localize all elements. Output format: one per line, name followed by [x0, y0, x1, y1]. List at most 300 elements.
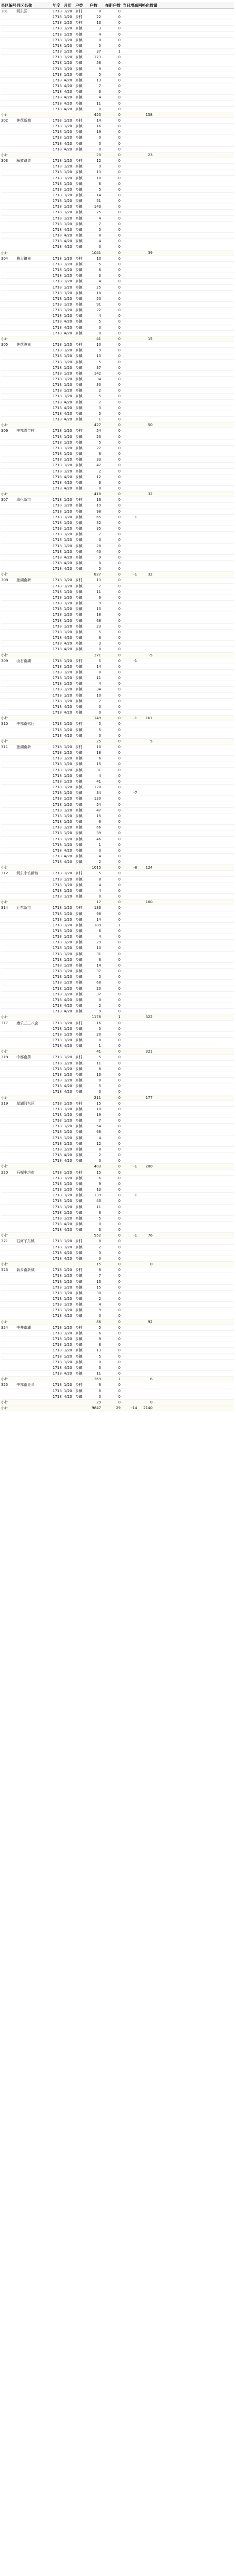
- type-cell: 乡镇: [75, 107, 82, 111]
- type-cell: 乡村: [75, 9, 82, 13]
- table-row: [1, 831, 234, 836]
- year-cell: 1718: [53, 687, 62, 692]
- registered-cell: 0: [118, 515, 121, 519]
- registered-cell: 0: [118, 124, 121, 129]
- year-cell: 1718: [53, 164, 62, 169]
- registered-cell: 0: [118, 434, 121, 439]
- month-cell: 1/20: [64, 682, 72, 686]
- type-cell: 乡镇: [75, 682, 82, 686]
- total-change: -14: [131, 1405, 137, 1410]
- registered-cell: 0: [118, 820, 121, 824]
- header-cell: 在册户数: [105, 3, 121, 8]
- type-cell: 乡镇: [75, 727, 82, 732]
- table-row: [1, 1250, 234, 1256]
- type-cell: 乡镇: [75, 1256, 82, 1261]
- households-cell: 189: [94, 923, 101, 927]
- type-cell: 乡镇: [75, 802, 82, 807]
- subtotal-grid: 322: [145, 1015, 153, 1020]
- table-row: [1, 1342, 234, 1348]
- households-cell: 8: [98, 452, 101, 456]
- subtotal-households: 269: [94, 1377, 101, 1382]
- households-cell: 11: [96, 676, 101, 681]
- table-row: [1, 469, 234, 474]
- year-cell: 1718: [53, 187, 62, 192]
- type-cell: 乡镇: [75, 636, 82, 640]
- month-cell: 1/20: [64, 38, 72, 42]
- households-cell: 25: [96, 285, 101, 290]
- district-code: 325: [1, 1383, 8, 1387]
- households-cell: 25: [96, 210, 101, 215]
- type-cell: 乡镇: [75, 733, 82, 738]
- type-cell: 乡镇: [75, 589, 82, 594]
- month-cell: 1/20: [64, 1026, 72, 1031]
- month-cell: 1/20: [64, 1118, 72, 1123]
- year-cell: 1718: [53, 360, 62, 364]
- table-row: [1, 883, 234, 888]
- month-cell: 4/20: [64, 147, 72, 151]
- year-cell: 1718: [53, 170, 62, 175]
- month-cell: 1/20: [64, 302, 72, 307]
- year-cell: 1718: [53, 1205, 62, 1209]
- table-row: [1, 578, 234, 583]
- households-cell: 37: [96, 49, 101, 54]
- year-cell: 1718: [53, 946, 62, 951]
- month-cell: 1/20: [64, 463, 72, 468]
- year-cell: 1718: [53, 520, 62, 525]
- households-cell: 47: [96, 808, 101, 812]
- year-cell: 1718: [53, 1199, 62, 1204]
- table-row: [1, 894, 234, 900]
- table-row: [1, 1210, 234, 1216]
- table-row: [1, 986, 234, 992]
- table-row: [1, 14, 234, 20]
- households-cell: 11: [96, 1061, 101, 1065]
- year-cell: 1718: [53, 331, 62, 335]
- subtotal-label: 小计: [1, 250, 8, 255]
- registered-cell: 0: [118, 227, 121, 232]
- table-row: [1, 1216, 234, 1222]
- year-cell: 1718: [53, 607, 62, 612]
- registered-cell: 0: [118, 687, 121, 692]
- registered-cell: 0: [118, 1078, 121, 1083]
- month-cell: 1/20: [64, 1055, 72, 1060]
- table-row: [1, 382, 234, 388]
- month-cell: 1/20: [64, 61, 72, 65]
- registered-cell: 0: [118, 1394, 121, 1399]
- year-cell: 1718: [53, 1061, 62, 1065]
- type-cell: 乡镇: [75, 1365, 82, 1370]
- month-cell: 1/20: [64, 1297, 72, 1301]
- year-cell: 1718: [53, 1228, 62, 1232]
- table-row: [1, 618, 234, 624]
- households-cell: 0: [98, 1256, 101, 1261]
- year-cell: 1718: [53, 613, 62, 617]
- type-cell: 乡镇: [75, 1348, 82, 1353]
- registered-cell: 0: [118, 205, 121, 209]
- registered-cell: 0: [118, 1147, 121, 1151]
- type-cell: 乡镇: [75, 1141, 82, 1146]
- subtotal-registered: 0: [118, 1319, 121, 1324]
- month-cell: 4/20: [64, 1044, 72, 1048]
- year-cell: 1718: [53, 883, 62, 887]
- registered-cell: 0: [118, 279, 121, 284]
- month-cell: 1/20: [64, 1343, 72, 1347]
- households-cell: 9: [98, 1337, 101, 1342]
- households-cell: 30: [96, 1291, 101, 1295]
- households-cell: 10: [96, 343, 101, 347]
- subtotal-grid: 32: [148, 492, 153, 497]
- type-cell: 乡镇: [75, 768, 82, 772]
- year-cell: 1718: [53, 434, 62, 439]
- district-code: 302: [1, 118, 8, 123]
- households-cell: 1: [98, 1044, 101, 1048]
- registered-cell: 0: [118, 952, 121, 956]
- district-name: 莲花港南: [16, 343, 31, 347]
- table-row: [1, 877, 234, 883]
- type-cell: 乡镇: [75, 383, 82, 387]
- table-row: [1, 49, 234, 55]
- households-cell: 33: [96, 457, 101, 462]
- year-cell: 1718: [53, 285, 62, 290]
- table-row: [1, 744, 234, 750]
- district-name: 星湖河东区: [16, 1101, 35, 1106]
- subtotal-households: 25: [96, 739, 101, 743]
- table-row: [1, 1348, 234, 1353]
- year-cell: 1718: [53, 1101, 62, 1106]
- registered-cell: 0: [118, 1297, 121, 1301]
- households-cell: 14: [96, 118, 101, 123]
- type-cell: 乡镇: [75, 314, 82, 318]
- subtotal-registered: 0: [118, 900, 121, 905]
- registered-cell: 0: [118, 1285, 121, 1290]
- month-cell: 1/20: [64, 1245, 72, 1249]
- table-row: [1, 693, 234, 699]
- month-cell: 1/20: [64, 377, 72, 381]
- month-cell: 1/20: [64, 768, 72, 772]
- subtotal-grid: 321: [145, 1049, 153, 1054]
- type-cell: 乡村: [75, 1021, 82, 1025]
- month-cell: 4/20: [64, 233, 72, 238]
- change-cell: -1: [133, 658, 137, 663]
- registered-cell: 0: [118, 1124, 121, 1129]
- table-row: [1, 1078, 234, 1083]
- month-cell: 1/20: [64, 952, 72, 956]
- month-cell: 1/20: [64, 538, 72, 543]
- type-cell: 乡镇: [75, 486, 82, 490]
- households-cell: 43: [96, 1199, 101, 1204]
- table-row: [1, 210, 234, 215]
- table-row: [1, 1273, 234, 1279]
- table-row: [1, 1112, 234, 1118]
- registered-cell: 0: [118, 567, 121, 571]
- type-cell: 乡镇: [75, 854, 82, 858]
- households-cell: 50: [96, 296, 101, 301]
- subtotal-row: [1, 336, 234, 342]
- type-cell: 乡镇: [75, 699, 82, 703]
- table-row: [1, 630, 234, 635]
- year-cell: 1718: [53, 463, 62, 468]
- table-row: [1, 595, 234, 601]
- year-cell: 1718: [53, 940, 62, 945]
- households-cell: 65: [96, 515, 101, 519]
- registered-cell: 0: [118, 722, 121, 726]
- registered-cell: 0: [118, 1113, 121, 1117]
- subtotal-label: 小计: [1, 1262, 8, 1267]
- type-cell: 乡镇: [75, 394, 82, 399]
- subtotal-registered: 0: [118, 423, 121, 428]
- month-cell: 1/20: [64, 1193, 72, 1198]
- month-cell: 1/20: [64, 532, 72, 537]
- month-cell: 1/20: [64, 1210, 72, 1215]
- year-cell: 1718: [53, 1331, 62, 1335]
- month-cell: 1/20: [64, 124, 72, 129]
- year-cell: 1718: [53, 95, 62, 100]
- type-cell: 乡镇: [75, 1193, 82, 1198]
- registered-cell: 0: [118, 32, 121, 37]
- households-cell: 20: [96, 986, 101, 991]
- type-cell: 乡镇: [75, 78, 82, 82]
- table-row: [1, 532, 234, 537]
- table-row: [1, 497, 234, 503]
- change-cell: -1: [133, 515, 137, 519]
- year-cell: 1718: [53, 837, 62, 841]
- registered-cell: 0: [118, 802, 121, 807]
- month-cell: 4/20: [64, 1256, 72, 1261]
- table-row: [1, 319, 234, 325]
- subtotal-registered: 0: [118, 1095, 121, 1100]
- table-row: [1, 601, 234, 606]
- households-cell: 8: [98, 9, 101, 13]
- table-row: [1, 768, 234, 773]
- registered-cell: 0: [118, 1348, 121, 1353]
- households-cell: 6: [98, 929, 101, 933]
- households-cell: 4: [98, 95, 101, 100]
- type-cell: 乡镇: [75, 1228, 82, 1232]
- year-cell: 1718: [53, 814, 62, 818]
- type-cell: 乡镇: [75, 354, 82, 359]
- table-row: [1, 1129, 234, 1135]
- registered-cell: 0: [118, 704, 121, 709]
- households-cell: 18: [96, 613, 101, 617]
- households-cell: 68: [96, 618, 101, 623]
- subtotal-row: [1, 152, 234, 158]
- table-row: [1, 204, 234, 210]
- table-row: [1, 1198, 234, 1204]
- households-cell: 3: [98, 1365, 101, 1370]
- households-cell: 0: [98, 486, 101, 490]
- table-row: [1, 1313, 234, 1319]
- registered-cell: 0: [118, 1256, 121, 1261]
- month-cell: 4/20: [64, 95, 72, 100]
- households-cell: 14: [96, 664, 101, 669]
- year-cell: 1718: [53, 733, 62, 738]
- registered-cell: 0: [118, 405, 121, 410]
- table-row: [1, 658, 234, 664]
- month-cell: 1/20: [64, 291, 72, 295]
- year-cell: 1718: [53, 929, 62, 933]
- type-cell: 乡镇: [75, 975, 82, 979]
- type-cell: 乡镇: [75, 239, 82, 244]
- type-cell: 乡镇: [75, 1331, 82, 1335]
- households-cell: 8: [98, 1038, 101, 1042]
- type-cell: 乡镇: [75, 43, 82, 48]
- subtotal-registered: 0: [118, 1400, 121, 1404]
- registered-cell: 0: [118, 745, 121, 749]
- year-cell: 1718: [53, 1176, 62, 1180]
- table-row: [1, 463, 234, 468]
- month-cell: 1/20: [64, 980, 72, 985]
- table-row: [1, 222, 234, 227]
- month-cell: 4/20: [64, 1250, 72, 1255]
- households-cell: 34: [96, 687, 101, 692]
- registered-cell: 0: [118, 1239, 121, 1244]
- registered-cell: 0: [118, 486, 121, 490]
- header-cell: 当日增减: [123, 3, 138, 8]
- month-cell: 1/20: [64, 9, 72, 13]
- month-cell: 1/20: [64, 578, 72, 583]
- month-cell: 1/20: [64, 1325, 72, 1330]
- year-cell: 1718: [53, 975, 62, 979]
- table-row: [1, 135, 234, 141]
- registered-cell: 0: [118, 1084, 121, 1089]
- registered-cell: 0: [118, 446, 121, 450]
- households-cell: 37: [96, 992, 101, 996]
- table-row: [1, 589, 234, 595]
- year-cell: 1718: [53, 107, 62, 111]
- households-cell: 6: [98, 636, 101, 640]
- table-row: [1, 1170, 234, 1176]
- registered-cell: 0: [118, 860, 121, 865]
- year-cell: 1718: [53, 1147, 62, 1151]
- month-cell: 1/20: [64, 1199, 72, 1204]
- registered-cell: 0: [118, 1354, 121, 1359]
- type-cell: 乡镇: [75, 532, 82, 537]
- registered-cell: 0: [118, 222, 121, 226]
- type-cell: 乡镇: [75, 997, 82, 1002]
- table-row: [1, 1285, 234, 1291]
- registered-cell: 0: [118, 1245, 121, 1249]
- type-cell: 乡镇: [75, 1308, 82, 1313]
- table-row: [1, 675, 234, 681]
- month-cell: 1/20: [64, 314, 72, 318]
- type-cell: 乡镇: [75, 963, 82, 968]
- year-cell: 1718: [53, 1038, 62, 1042]
- month-cell: 1/20: [64, 21, 72, 25]
- district-code: 320: [1, 1170, 8, 1175]
- registered-cell: 0: [118, 549, 121, 554]
- year-cell: 1718: [53, 400, 62, 404]
- type-cell: 乡镇: [75, 877, 82, 882]
- district-name: 石河子东镇: [16, 1239, 35, 1244]
- month-cell: 1/20: [64, 888, 72, 893]
- type-cell: 乡镇: [75, 480, 82, 485]
- households-cell: 1: [98, 842, 101, 847]
- table-row: [1, 440, 234, 446]
- type-cell: 乡镇: [75, 331, 82, 335]
- registered-cell: 0: [118, 256, 121, 261]
- subtotal-households: 425: [94, 112, 101, 117]
- table-row: [1, 761, 234, 767]
- year-cell: 1718: [53, 90, 62, 94]
- table-row: [1, 1153, 234, 1158]
- year-cell: 1718: [53, 808, 62, 812]
- households-cell: 4: [98, 239, 101, 244]
- type-cell: 乡镇: [75, 101, 82, 106]
- table-row: [1, 808, 234, 814]
- type-cell: 乡镇: [75, 946, 82, 951]
- type-cell: 乡镇: [75, 842, 82, 847]
- table-row: [1, 1158, 234, 1164]
- year-cell: 1718: [53, 216, 62, 221]
- year-cell: 1718: [53, 1216, 62, 1221]
- month-cell: 1/20: [64, 457, 72, 462]
- month-cell: 1/20: [64, 1141, 72, 1146]
- month-cell: 1/20: [64, 820, 72, 824]
- district-code: 305: [1, 343, 8, 347]
- year-cell: 1718: [53, 61, 62, 65]
- registered-cell: 0: [118, 503, 121, 508]
- households-cell: 7: [98, 584, 101, 588]
- subtotal-households: 827: [94, 572, 101, 577]
- month-cell: 4/20: [64, 141, 72, 146]
- type-cell: 乡镇: [75, 469, 82, 473]
- table-row: [1, 537, 234, 543]
- registered-cell: 0: [118, 1026, 121, 1031]
- year-cell: 1718: [53, 181, 62, 186]
- table-row: [1, 296, 234, 302]
- households-cell: 40: [96, 549, 101, 554]
- type-cell: 乡镇: [75, 796, 82, 801]
- year-cell: 1718: [53, 78, 62, 82]
- type-cell: 乡镇: [75, 205, 82, 209]
- table-row: [1, 26, 234, 31]
- registered-cell: 0: [118, 417, 121, 422]
- households-cell: 0: [98, 107, 101, 111]
- table-row: [1, 566, 234, 572]
- month-cell: 4/20: [64, 474, 72, 479]
- year-cell: 1718: [53, 429, 62, 433]
- year-cell: 1718: [53, 877, 62, 882]
- year-cell: 1718: [53, 1170, 62, 1175]
- households-cell: 19: [96, 1113, 101, 1117]
- year-cell: 1718: [53, 578, 62, 583]
- table-row: [1, 1124, 234, 1129]
- table-row: [1, 555, 234, 561]
- households-cell: 9: [98, 1308, 101, 1313]
- type-cell: 乡镇: [75, 584, 82, 588]
- table-row: [1, 549, 234, 555]
- month-cell: 1/20: [64, 308, 72, 313]
- subtotal-registered: 0: [118, 492, 121, 497]
- table-row: [1, 503, 234, 509]
- type-cell: 乡镇: [75, 779, 82, 784]
- households-cell: 3: [98, 405, 101, 410]
- total-grid: 2140: [143, 1405, 153, 1410]
- type-cell: 乡镇: [75, 400, 82, 404]
- table-row: [1, 1227, 234, 1233]
- table-row: [1, 365, 234, 371]
- district-code: 321: [1, 1239, 8, 1244]
- month-cell: 1/20: [64, 751, 72, 755]
- year-cell: 1718: [53, 147, 62, 151]
- type-cell: 乡镇: [75, 1188, 82, 1192]
- table-row: [1, 256, 234, 262]
- registered-cell: 0: [118, 181, 121, 186]
- header-cell: 县区编号: [1, 3, 16, 8]
- households-cell: 6: [98, 820, 101, 824]
- households-cell: 11: [96, 589, 101, 594]
- type-cell: 乡镇: [75, 527, 82, 531]
